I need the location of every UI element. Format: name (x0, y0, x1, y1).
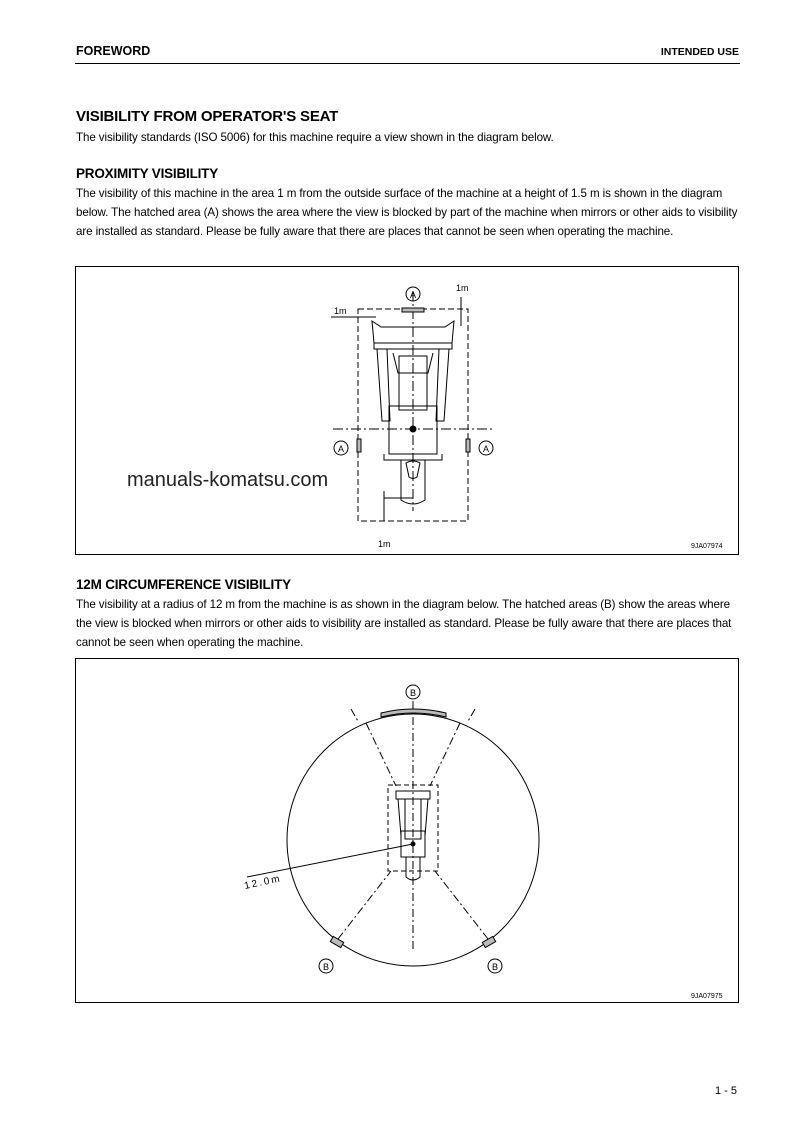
header-chapter-title: INTENDED USE (660, 46, 739, 58)
figure-id: 9JA07974 (691, 543, 723, 550)
dimension-1m-left: 1m (334, 306, 347, 316)
dimension-1m-bottom: 1m (378, 539, 391, 549)
proximity-heading: PROXIMITY VISIBILITY (76, 166, 219, 181)
dimension-1m-top: 1m (456, 283, 469, 293)
header-rule (75, 63, 740, 64)
radius-label: 12.0m (243, 873, 283, 892)
label-b: B (492, 962, 499, 972)
label-a: A (338, 444, 345, 454)
circumference-diagram (75, 658, 739, 1003)
label-a: A (410, 290, 417, 300)
proximity-diagram (75, 266, 739, 555)
page-title: VISIBILITY FROM OPERATOR'S SEAT (76, 108, 339, 125)
figure-id: 9JA07975 (691, 993, 723, 1000)
watermark: manuals-komatsu.com (127, 469, 329, 491)
label-b: B (323, 962, 330, 972)
circumference-heading: 12M CIRCUMFERENCE VISIBILITY (76, 577, 291, 592)
proximity-text: The visibility of this machine in the area 1 m from the outside surface of the machine at a height of 1.5 m is shown in the diagram below. The hatched area (A) shows the area where the view is blocked by part of the machine when mirrors or other aids to visibility are installed as standard. Please be fully aware that there are places that cannot be seen when operating the machine. (76, 187, 738, 238)
intro-text: The visibility standards (ISO 5006) for this machine require a view shown in the diagram below. (76, 131, 554, 144)
header-section-title: FOREWORD (76, 44, 151, 58)
label-b: B (410, 688, 417, 698)
circumference-text: The visibility at a radius of 12 m from the machine is as shown in the diagram below. The hatched areas (B) show the areas where the view is blocked when mirrors or other aids to visibility are installed as standard. Please be fully aware that there are places that cannot be seen when operating the machine. (76, 598, 732, 649)
label-a: A (483, 444, 490, 454)
page-number: 1 - 5 (714, 1085, 737, 1097)
